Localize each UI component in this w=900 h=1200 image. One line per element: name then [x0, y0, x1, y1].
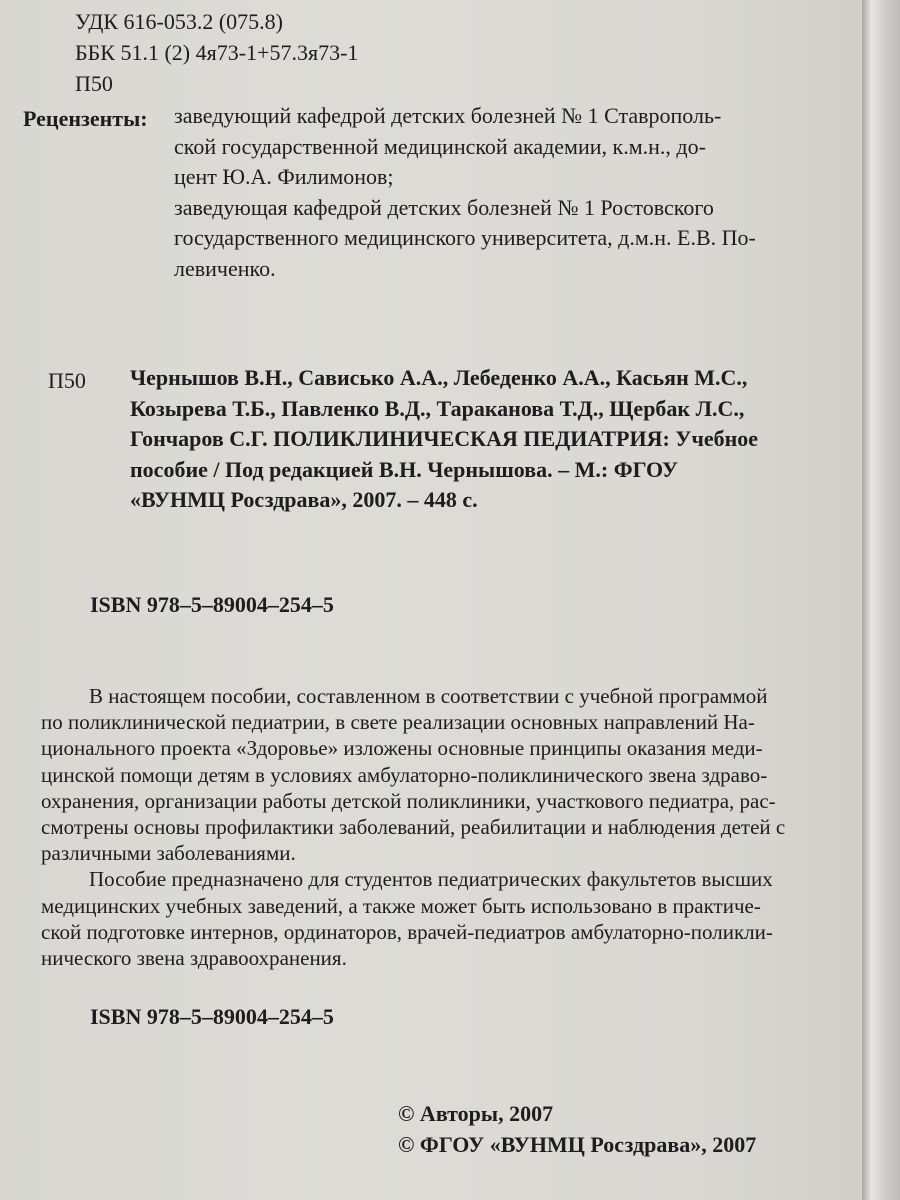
abstract-line: В настоящем пособии, составленном в соответствии с учебной программой: [89, 684, 768, 708]
reviewers-line: левиченко.: [174, 255, 276, 281]
page-edge: [862, 0, 900, 1200]
copyright-authors: © Авторы, 2007: [398, 1101, 554, 1126]
abstract: [41, 683, 804, 971]
abstract-line: медицинских учебных заведений, а также может быть использовано в практиче-: [41, 893, 761, 918]
abstract-line: различными заболеваниями.: [41, 841, 296, 866]
reviewers-text: [174, 101, 804, 284]
abstract-line: охранения, организации работы детской поликлиники, участкового педиатра, рас-: [41, 788, 776, 813]
bbk-code: ББК 51.1 (2) 4я73-1+57.3я73-1: [75, 40, 359, 65]
biblio-line: Чернышов В.Н., Сависько А.А., Лебеденко А.А., Касьян М.С.,: [130, 365, 748, 390]
reviewers-line: цент Ю.А. Филимонов;: [174, 164, 394, 189]
abstract-line: смотрены основы профилактики заболеваний, реабилитации и наблюдения детей с: [41, 815, 786, 840]
abstract-line: ционального проекта «Здоровье» изложены основные принципы оказания меди-: [41, 736, 763, 761]
udk-code: УДК 616-053.2 (075.8): [75, 9, 284, 34]
abstract-line: нического звена здравоохранения.: [41, 946, 347, 971]
entry-index-code: П50: [48, 368, 86, 393]
reviewers-line: заведующий кафедрой детских болезней № 1 Ставрополь-: [174, 103, 722, 128]
biblio-line: Гончаров С.Г. ПОЛИКЛИНИЧЕСКАЯ ПЕДИАТРИЯ: Учебное: [130, 426, 759, 451]
copyright-block: [398, 1098, 756, 1160]
biblio-line: «ВУНМЦ Росздрава», 2007. – 448 с.: [130, 487, 478, 512]
isbn-bottom: ISBN 978–5–89004–254–5: [90, 1004, 334, 1029]
abstract-line: по поликлинической педиатрии, в свете реализации основных направлений На-: [41, 710, 755, 735]
abstract-line: ской подготовке интернов, ординаторов, врачей-педиатров амбулаторно-поликли-: [41, 919, 773, 944]
reviewers-label: Рецензенты:: [23, 106, 148, 131]
biblio-line: пособие / Под редакцией В.Н. Чернышова. – М.: ФГОУ: [130, 456, 679, 482]
isbn-top: ISBN 978–5–89004–254–5: [90, 592, 334, 617]
bibliographic-entry: [130, 363, 806, 516]
abstract-line: Пособие предназначено для студентов педиатрических факультетов высших: [89, 867, 773, 892]
reviewers-line: заведующая кафедрой детских болезней № 1 Ростовского: [174, 194, 714, 220]
index-code: П50: [75, 71, 113, 96]
reviewers-line: государственного медицинского университета, д.м.н. Е.В. По-: [174, 225, 756, 250]
abstract-line: цинской помощи детям в условиях амбулаторно-поликлинического звена здраво-: [41, 762, 768, 787]
copyright-publisher: © ФГОУ «ВУНМЦ Росздрава», 2007: [398, 1132, 757, 1157]
classification-block: [75, 6, 358, 99]
reviewers-line: ской государственной медицинской академии, к.м.н., до-: [174, 133, 706, 159]
biblio-line: Козырева Т.Б., Павленко В.Д., Тараканова Т.Д., Щербак Л.С.,: [130, 395, 745, 421]
